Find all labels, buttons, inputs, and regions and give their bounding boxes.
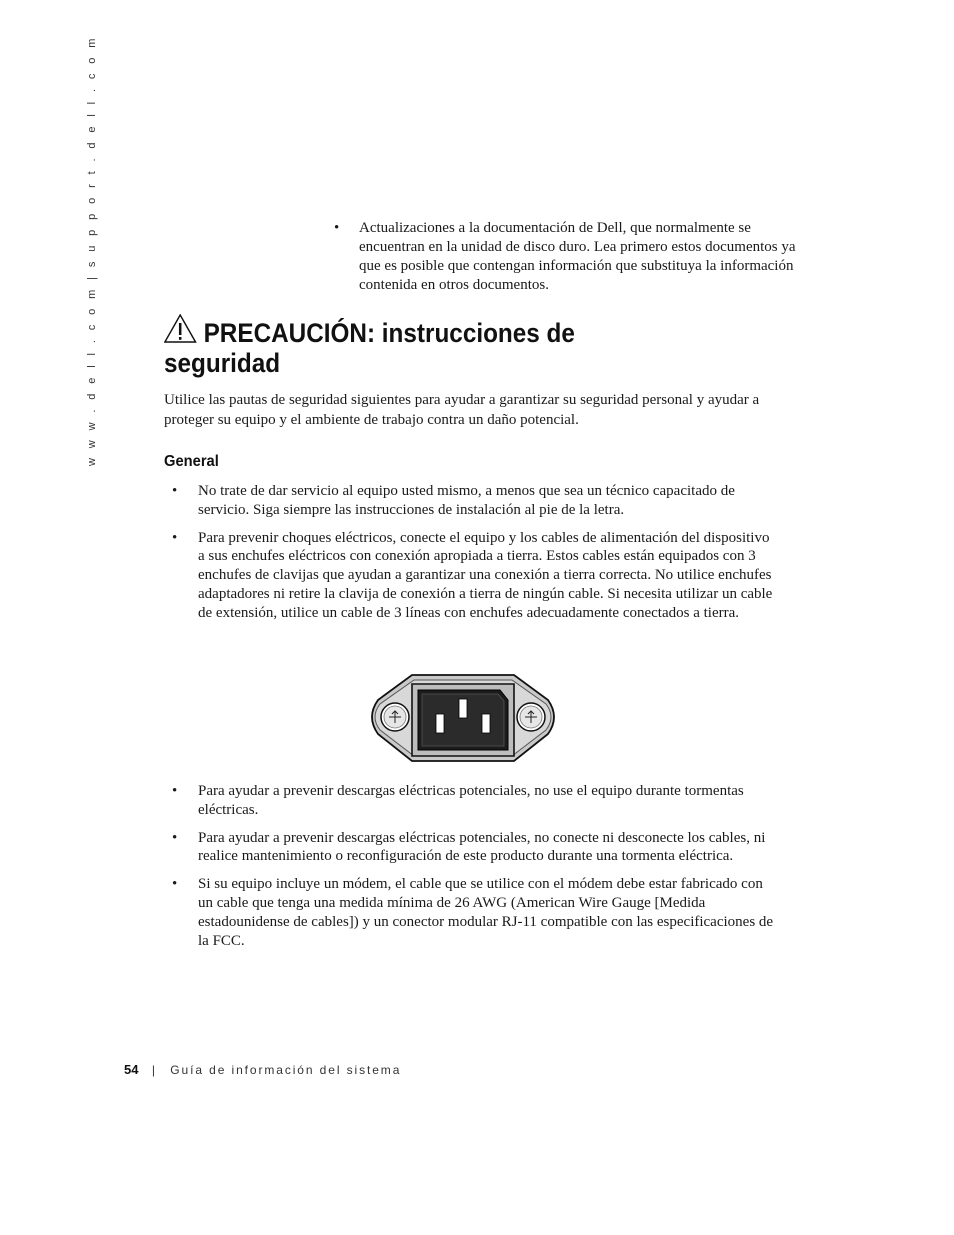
list-item-text: Para prevenir choques eléctricos, conecte el equipo y los cables de alimentación del dispositivo a sus enchufes eléctricos con conexión apropiada a tierra. Estos cables están equipados con 3 enchufes de clavijas que ayudan a garantizar una conexión a tierra correcta. No utilice enchufes adaptadores ni retire la clavija de conexión a tierra de ningún cable. Si necesita utilizar un cable de extensión, utilice un cable de 3 líneas con enchufes adecuadamente conectados a tierra. [198,529,773,621]
bullet-list [172,482,776,632]
bullet-marker: • [172,829,178,846]
bullet-marker: • [172,783,178,799]
list-item [172,529,776,623]
title-line-1: PRECAUCIÓN: instrucciones de [203,318,575,348]
intro-paragraph: Utilice las pautas de seguridad siguientes para ayudar a garantizar su seguridad personal y ayudar a proteger su equipo y el ambiente de trabajo contra un daño potencial. [164,392,760,428]
bullet-list [172,782,776,959]
bullet-marker: • [172,876,178,893]
section-title: General [164,453,219,470]
list-item-text: Para ayudar a prevenir descargas eléctricas potenciales, no use el equipo durante tormentas eléctricas. [198,783,744,818]
list-item [172,875,776,950]
sidebar-url: w w w . d e l l . c o m | s u p p o r t . d e l l . c o m [86,35,98,466]
footer-separator: | [151,1063,155,1077]
title-line-2: seguridad [164,348,281,378]
power-connector-icon [366,670,560,766]
page-number: 54 [124,1062,139,1077]
list-item [172,829,776,867]
bullet-marker: • [172,529,178,546]
page-footer [124,1062,401,1077]
list-item-text: Si su equipo incluye un módem, el cable que se utilice con el módem debe estar fabricado con un cable que tenga una medida mínima de 26 AWG (American Wire Gauge [Medida estadounidense de cables]) y un conector modular RJ-11 compatible con las especificaciones de la FCC. [198,876,774,949]
document-title: Guía de información del sistema [170,1063,402,1077]
list-item [172,782,776,820]
list-item [172,482,776,520]
bullet-marker: • [334,220,340,236]
page-title [164,314,632,378]
warning-triangle-icon [164,314,204,344]
list-item-text: Actualizaciones a la documentación de Dell, que normalmente se encuentran en la unidad de disco duro. Lea primero estos documentos ya que es posible que contengan información que substituya la información contenida en otros documentos. [359,220,796,293]
list-item-text: Para ayudar a prevenir descargas eléctricas potenciales, no conecte ni desconecte los cables, ni realice mantenimiento o reconfiguración de este producto durante una tormenta eléctrica. [198,829,766,865]
list-item-text: No trate de dar servicio al equipo usted mismo, a menos que sea un técnico capacitado de servicio. Siga siempre las instrucciones de instalación al pie de la letra. [198,483,735,518]
bullet-marker: • [172,483,178,499]
list-item [334,219,814,295]
